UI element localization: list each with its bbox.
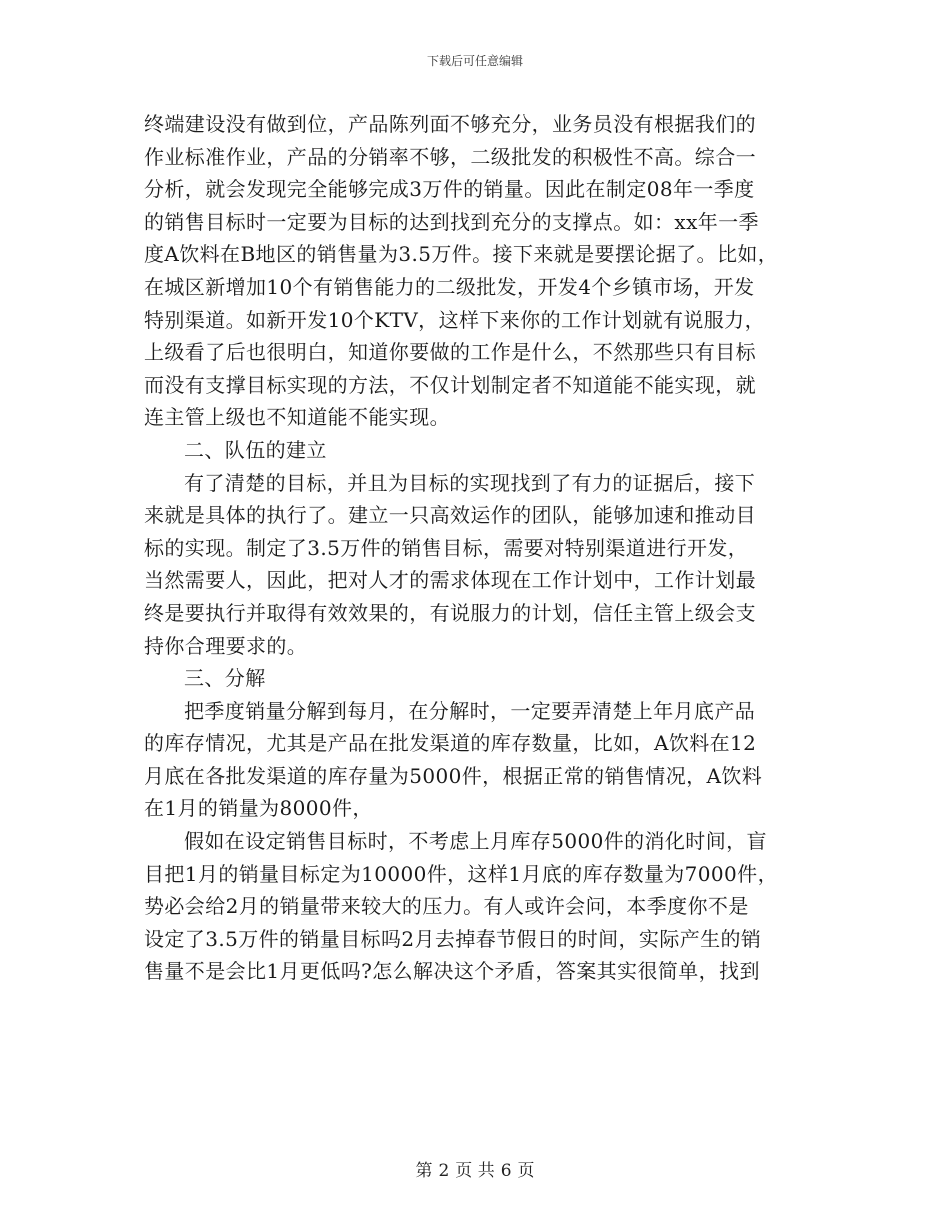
- text-line: 特别渠道。如新开发10个KTV，这样下来你的工作计划就有说服力，: [144, 307, 765, 332]
- text-line: 目把1月的销量目标定为10000件，这样1月底的库存数量为7000件，: [144, 861, 778, 886]
- text-line: 来就是具体的执行了。建立一只高效运作的团队，能够加速和推动目: [144, 503, 756, 528]
- text-line: 假如在设定销售目标时，不考虑上月库存5000件的消化时间，盲: [184, 829, 767, 854]
- text-line: 的销售目标时一定要为目标的达到找到充分的支撑点。如：xx年一季: [144, 209, 759, 234]
- page-footer: [0, 1156, 950, 1181]
- text-line: 终是要执行并取得有效效果的，有说服力的计划，信任主管上级会支: [144, 600, 756, 625]
- section-heading: 三、分解: [184, 666, 266, 691]
- text-line: 而没有支撑目标实现的方法，不仅计划制定者不知道能不能实现，就: [144, 372, 756, 397]
- section-heading: 二、队伍的建立: [184, 437, 327, 462]
- footer-prefix: 第: [415, 1161, 433, 1181]
- text-line: 连主管上级也不知道能不能实现。: [144, 405, 450, 430]
- text-line: 度A饮料在B地区的销售量为3.5万件。接下来就是要摆论据了。比如，: [144, 242, 779, 267]
- text-line: 把季度销量分解到每月，在分解时，一定要弄清楚上年月底产品: [184, 698, 756, 723]
- text-line: 在1月的销量为8000件，: [144, 796, 373, 821]
- text-line: 当然需要人，因此，把对人才的需求体现在工作计划中，工作计划最: [144, 568, 756, 593]
- text-line: 持你合理要求的。: [144, 633, 308, 658]
- footer-suffix: 页: [517, 1161, 535, 1181]
- page-header: 下载后可任意编辑: [426, 54, 523, 68]
- text-line: 终端建设没有做到位，产品陈列面不够充分，业务员没有根据我们的: [144, 112, 756, 136]
- text-line: 在城区新增加10个有销售能力的二级批发，开发4个乡镇市场，开发: [144, 274, 755, 299]
- text-line: 标的实现。制定了3.5万件的销售目标，需要对特别渠道进行开发，: [144, 535, 749, 560]
- text-line: 有了清楚的目标，并且为目标的实现找到了有力的证据后，接下: [184, 470, 756, 495]
- text-line: 设定了3.5万件的销量目标吗2月去掉春节假日的时间，实际产生的销: [144, 926, 762, 951]
- footer-middle: 页 共: [455, 1161, 495, 1181]
- text-line: 分析，就会发现完全能够完成3万件的销量。因此在制定08年一季度: [144, 177, 755, 202]
- text-line: 售量不是会比1月更低吗?怎么解决这个矛盾，答案其实很简单，找到: [144, 959, 760, 984]
- text-line: 月底在各批发渠道的库存量为5000件，根据正常的销售情况，A饮料: [144, 763, 763, 788]
- page-total: 6: [500, 1161, 512, 1181]
- page-number: 2: [438, 1161, 450, 1181]
- text-line: 上级看了后也很明白，知道你要做的工作是什么，不然那些只有目标: [144, 340, 756, 365]
- document-body: [144, 108, 824, 988]
- text-line: 势必会给2月的销量带来较大的压力。有人或许会问，本季度你不是: [144, 894, 749, 919]
- text-line: 的库存情况，尤其是产品在批发渠道的库存数量，比如，A饮料在12: [144, 731, 757, 756]
- text-line: 作业标准作业，产品的分销率不够，二级批发的积极性不高。综合一: [144, 144, 756, 169]
